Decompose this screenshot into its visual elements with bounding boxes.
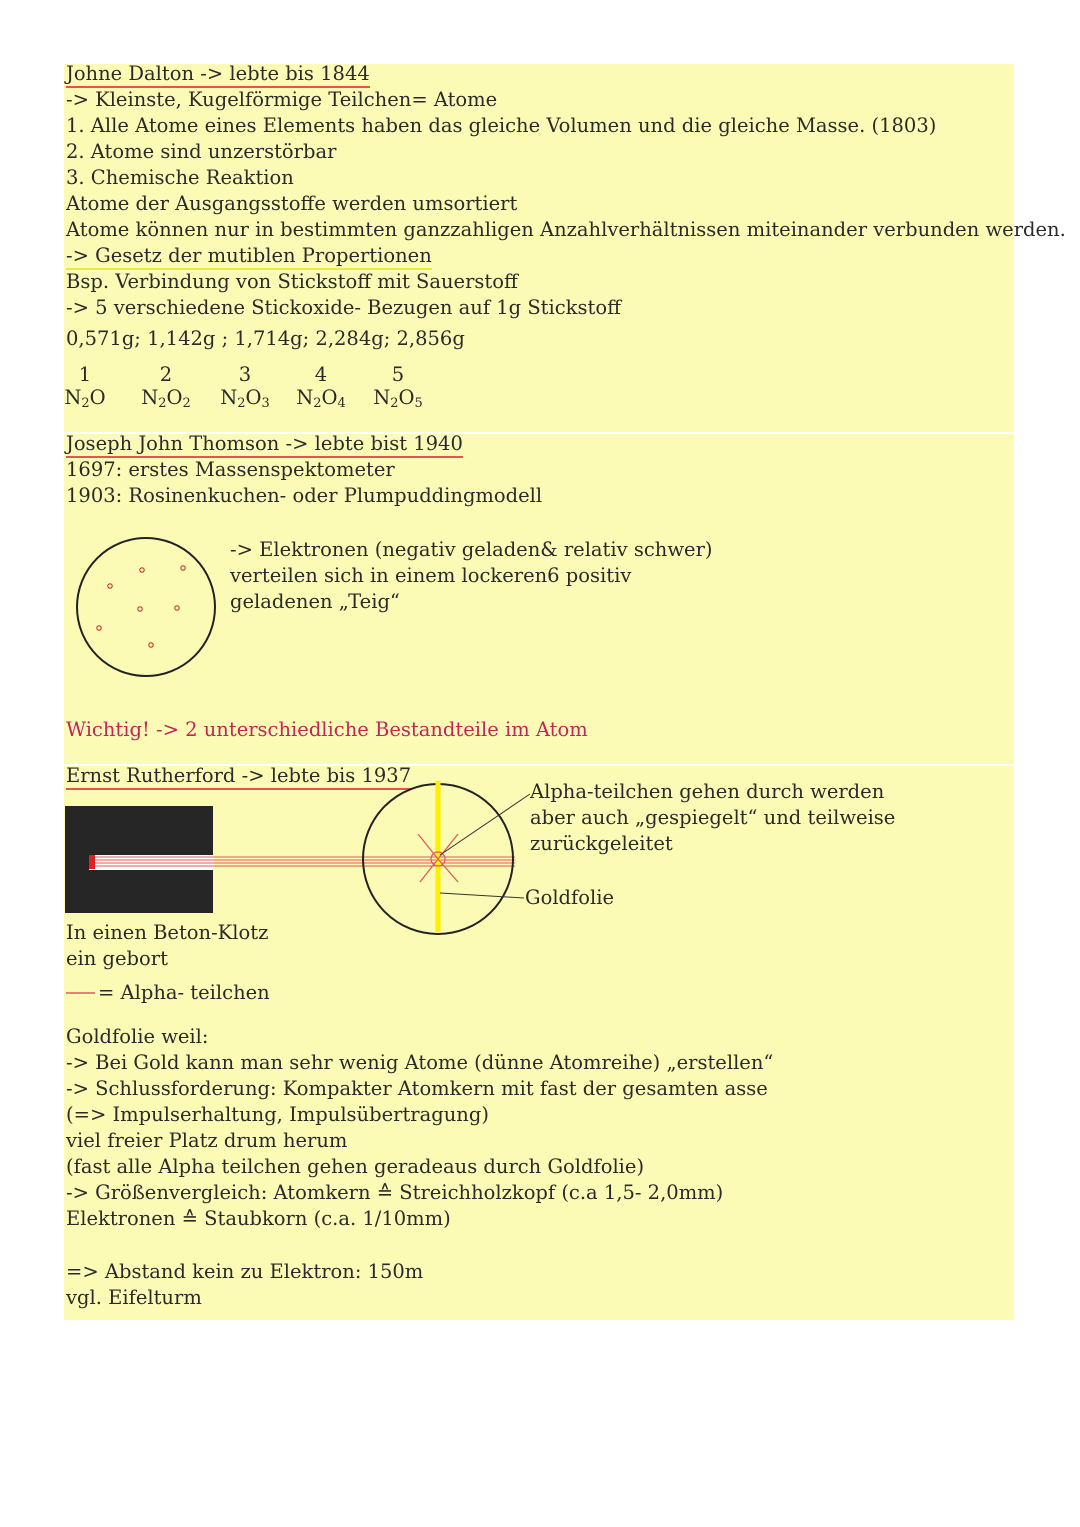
rutherford-heading-text: Ernst Rutherford -> lebte bis 1937 bbox=[66, 764, 411, 790]
thomson-desc: verteilen sich in einem lockeren6 positiv bbox=[230, 564, 632, 587]
thomson-desc: -> Elektronen (negativ geladen& relativ schwer) bbox=[230, 538, 713, 561]
dalton-line: 2. Atome sind unzerstörbar bbox=[66, 140, 337, 163]
dalton-example: Bsp. Verbindung von Stickstoff mit Sauerstoff bbox=[66, 270, 518, 293]
alpha-legend: = Alpha- teilchen bbox=[98, 981, 270, 1004]
oxide-formula: $N_2O_3$ bbox=[220, 386, 270, 411]
oxide-number: 3 bbox=[238, 363, 252, 386]
oxide-formula: $N_2O_2$ bbox=[141, 386, 191, 411]
rutherford-body: Goldfolie weil: bbox=[66, 1025, 209, 1048]
important-note: Wichtig! -> 2 unterschiedliche Bestandteile im Atom bbox=[66, 718, 588, 741]
dalton-example: -> 5 verschiedene Stickoxide- Bezugen auf 1g Stickstoff bbox=[66, 296, 621, 319]
block-note: ein gebort bbox=[66, 947, 168, 970]
alpha-note: aber auch „gespiegelt“ und teilweise bbox=[530, 806, 896, 829]
alpha-source bbox=[89, 855, 95, 869]
scatter-ray bbox=[438, 859, 458, 882]
oxide-number: 4 bbox=[314, 363, 328, 386]
block-note: In einen Beton-Klotz bbox=[66, 921, 269, 944]
thomson-line: 1903: Rosinenkuchen- oder Plumpuddingmodell bbox=[66, 484, 543, 507]
rutherford-body: -> Bei Gold kann man sehr wenig Atome (dünne Atomreihe) „erstellen“ bbox=[66, 1051, 774, 1074]
dalton-line: 3. Chemische Reaktion bbox=[66, 166, 294, 189]
oxide-number: 2 bbox=[159, 363, 173, 386]
pointer-line bbox=[440, 893, 524, 898]
oxide-formula: $N_2O$ bbox=[64, 386, 106, 411]
rutherford-body: (=> Impulserhaltung, Impulsübertragung) bbox=[66, 1103, 489, 1126]
rutherford-body: viel freier Platz drum herum bbox=[66, 1129, 348, 1152]
thomson-desc: geladenen „Teig“ bbox=[230, 590, 400, 613]
rutherford-body: (fast alle Alpha teilchen gehen geradeaus durch Goldfolie) bbox=[66, 1155, 645, 1178]
oxide-formula: $N_2O_4$ bbox=[296, 386, 346, 411]
dalton-law-text: -> Gesetz der mutiblen Propertionen bbox=[66, 244, 432, 270]
oxide-number: 1 bbox=[78, 363, 92, 386]
alpha-note: Alpha-teilchen gehen durch werden bbox=[530, 780, 885, 803]
conclusion-line: vgl. Eifelturm bbox=[66, 1286, 202, 1309]
scatter-ray bbox=[438, 834, 458, 859]
oxide-formula: $N_2O_5$ bbox=[373, 386, 423, 411]
dalton-line: Atome können nur in bestimmten ganzzahligen Anzahlverhältnissen miteinander verbunden werden. bbox=[66, 218, 1066, 241]
gold-foil-label: Goldfolie bbox=[525, 886, 615, 909]
dalton-line: Atome der Ausgangsstoffe werden umsortiert bbox=[66, 192, 518, 215]
thomson-line: 1697: erstes Massenspektometer bbox=[66, 458, 395, 481]
rutherford-body: -> Größenvergleich: Atomkern ≙ Streichholzkopf (c.a 1,5- 2,0mm) bbox=[66, 1181, 724, 1204]
rutherford-body: -> Schlussforderung: Kompakter Atomkern mit fast der gesamten asse bbox=[66, 1077, 768, 1100]
dalton-line: 1. Alle Atome eines Elements haben das gleiche Volumen und die gleiche Masse. (1803) bbox=[66, 114, 937, 137]
pointer-line bbox=[440, 794, 530, 855]
dalton-masses: 0,571g; 1,142g ; 1,714g; 2,284g; 2,856g bbox=[66, 327, 465, 350]
scatter-ray bbox=[420, 859, 438, 882]
dalton-line: -> Kleinste, Kugelförmige Teilchen= Atome bbox=[66, 88, 498, 111]
dalton-heading-text: Johne Dalton -> lebte bis 1844 bbox=[66, 62, 370, 88]
scatter-ray bbox=[418, 834, 438, 859]
thomson-heading-text: Joseph John Thomson -> lebte bist 1940 bbox=[66, 432, 463, 458]
rutherford-body: Elektronen ≙ Staubkorn (c.a. 1/10mm) bbox=[66, 1207, 451, 1230]
alpha-note: zurückgeleitet bbox=[530, 832, 673, 855]
conclusion-line: => Abstand kein zu Elektron: 150m bbox=[66, 1260, 424, 1283]
oxide-number: 5 bbox=[391, 363, 405, 386]
